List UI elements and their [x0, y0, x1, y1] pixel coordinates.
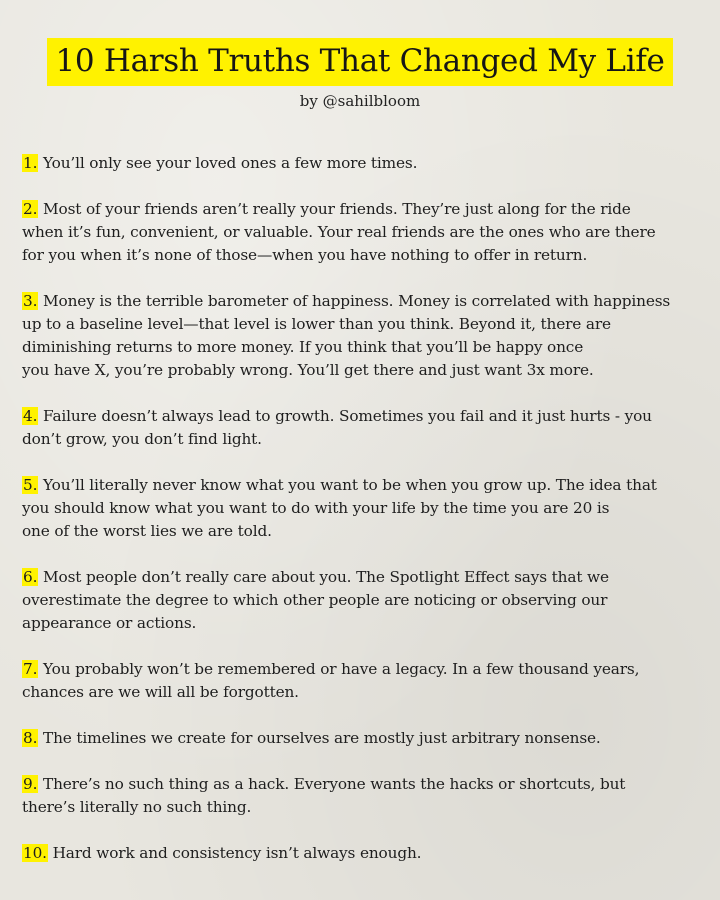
- truth-line: [22, 405, 714, 428]
- truths-list: [22, 152, 714, 865]
- truth-line: [22, 359, 714, 382]
- truth-text: you have X, you’re probably wrong. You’ll get there and just want 3x more.: [22, 361, 594, 379]
- truth-text: appearance or actions.: [22, 614, 197, 632]
- list-gap: [22, 382, 714, 405]
- truth-line: [22, 658, 714, 681]
- truth-text: one of the worst lies we are told.: [22, 522, 272, 540]
- truth-text: up to a baseline level—that level is lower than you think. Beyond it, there are: [22, 315, 611, 333]
- truth-text: The timelines we create for ourselves are mostly just arbitrary nonsense.: [43, 729, 601, 747]
- truth-line: [22, 336, 714, 359]
- list-gap: [22, 175, 714, 198]
- truth-line: [22, 198, 714, 221]
- truth-text: you should know what you want to do with your life by the time you are 20 is: [22, 499, 610, 517]
- truth-line: [22, 244, 714, 267]
- truth-line: [22, 313, 714, 336]
- truth-number: 9.: [23, 775, 38, 793]
- truth-line: [22, 589, 714, 612]
- truth-line: [22, 474, 714, 497]
- truth-text: You probably won’t be remembered or have a legacy. In a few thousand years,: [43, 660, 640, 678]
- truth-line: [22, 428, 714, 451]
- truth-line: [22, 290, 714, 313]
- truth-line: [22, 520, 714, 543]
- truth-text: Most people don’t really care about you. The Spotlight Effect says that we: [43, 568, 609, 586]
- truth-number: 8.: [23, 729, 38, 747]
- truth-text: don’t grow, you don’t find light.: [22, 430, 262, 448]
- list-gap: [22, 267, 714, 290]
- truth-text: diminishing returns to more money. If you think that you’ll be happy once: [22, 338, 584, 356]
- truth-text: overestimate the degree to which other people are noticing or observing our: [22, 591, 608, 609]
- truth-number: 2.: [23, 200, 38, 218]
- list-gap: [22, 750, 714, 773]
- truth-number: 3.: [23, 292, 38, 310]
- truth-line: [22, 727, 714, 750]
- truth-text: Money is the terrible barometer of happiness. Money is correlated with happiness: [43, 292, 671, 310]
- truth-text: There’s no such thing as a hack. Everyone wants the hacks or shortcuts, but: [43, 775, 626, 793]
- author-byline: by @sahilbloom: [299, 92, 421, 110]
- truth-line: [22, 796, 714, 819]
- truth-number: 7.: [23, 660, 38, 678]
- truth-number: 4.: [23, 407, 38, 425]
- truth-line: [22, 842, 714, 865]
- truth-text: You’ll only see your loved ones a few more times.: [43, 154, 418, 172]
- truth-number: 6.: [23, 568, 38, 586]
- list-gap: [22, 543, 714, 566]
- truth-line: [22, 497, 714, 520]
- truth-text: You’ll literally never know what you want to be when you grow up. The idea that: [43, 476, 657, 494]
- truth-number: 1.: [23, 154, 38, 172]
- list-gap: [22, 635, 714, 658]
- truth-number: 5.: [23, 476, 38, 494]
- truth-text: for you when it’s none of those—when you have nothing to offer in return.: [22, 246, 588, 264]
- truth-text: Most of your friends aren’t really your friends. They’re just along for the ride: [43, 200, 631, 218]
- truth-text: chances are we will all be forgotten.: [22, 683, 299, 701]
- truth-text: when it’s fun, convenient, or valuable. Your real friends are the ones who are there: [22, 223, 656, 241]
- truth-line: [22, 773, 714, 796]
- title-wrapper: [0, 38, 720, 86]
- truth-number: 10.: [23, 844, 47, 862]
- page-title: 10 Harsh Truths That Changed My Life: [47, 38, 672, 86]
- list-gap: [22, 451, 714, 474]
- truth-line: [22, 221, 714, 244]
- truth-line: [22, 566, 714, 589]
- truth-line: [22, 612, 714, 635]
- list-gap: [22, 819, 714, 842]
- truth-text: Hard work and consistency isn’t always enough.: [52, 844, 422, 862]
- truth-line: [22, 152, 714, 175]
- truth-text: there’s literally no such thing.: [22, 798, 252, 816]
- list-gap: [22, 704, 714, 727]
- truth-text: Failure doesn’t always lead to growth. Sometimes you fail and it just hurts - you: [43, 407, 652, 425]
- truth-line: [22, 681, 714, 704]
